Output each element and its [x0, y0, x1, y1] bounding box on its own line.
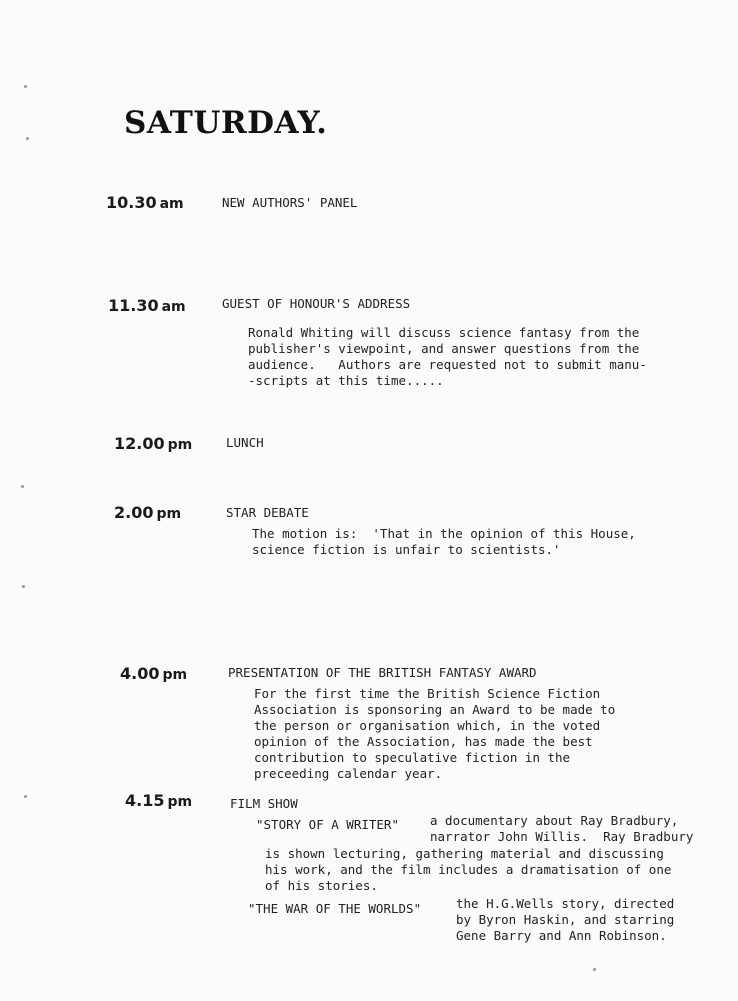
time-value: 4.00: [120, 664, 160, 683]
time-value: 2.00: [114, 503, 154, 522]
session-heading: LUNCH: [226, 435, 264, 450]
schedule-time: [106, 193, 184, 212]
scan-speck: [24, 85, 27, 88]
time-suffix: pm: [162, 667, 188, 683]
scan-speck: [21, 485, 24, 488]
session-heading: PRESENTATION OF THE BRITISH FANTASY AWARD: [228, 665, 537, 680]
session-heading: FILM SHOW: [230, 796, 298, 811]
film-description: a documentary about Ray Bradbury, narrator John Willis. Ray Bradbury: [430, 813, 694, 844]
scan-speck: [26, 137, 29, 140]
film-description: the H.G.Wells story, directed by Byron Haskin, and starring Gene Barry and Ann Robinson.: [456, 896, 675, 943]
time-suffix: pm: [167, 437, 193, 453]
schedule-time: [114, 434, 192, 453]
time-suffix: pm: [156, 506, 182, 522]
time-value: 10.30: [106, 193, 157, 212]
session-heading: NEW AUTHORS' PANEL: [222, 195, 358, 210]
schedule-time: [108, 296, 186, 315]
session-heading: GUEST OF HONOUR'S ADDRESS: [222, 296, 411, 311]
time-suffix: am: [159, 196, 184, 212]
session-description: For the first time the British Science Fiction Association is sponsoring an Award to be made to the person or organisation which, in the voted opinion of the Association, has made the best contribution to speculative fiction in the preceeding calendar year.: [254, 686, 616, 781]
session-description: The motion is: 'That in the opinion of this House, science fiction is unfair to scientists.': [252, 526, 636, 557]
film-title: "STORY OF A WRITER": [256, 817, 399, 832]
session-description: Ronald Whiting will discuss science fantasy from the publisher's viewpoint, and answer questions from the audience. Authors are requested not to submit manu- -scripts at this time.....: [248, 325, 647, 388]
schedule-time: [114, 503, 181, 522]
scan-speck: [593, 968, 596, 971]
time-value: 12.00: [114, 434, 165, 453]
film-title: "THE WAR OF THE WORLDS": [248, 901, 422, 916]
film-description-continued: is shown lecturing, gathering material and discussing his work, and the film includes a dramatisation of one of his stories.: [265, 846, 672, 893]
time-value: 11.30: [108, 296, 159, 315]
scan-speck: [24, 795, 27, 798]
time-value: 4.15: [125, 791, 165, 810]
session-heading: STAR DEBATE: [226, 505, 309, 520]
scan-speck: [22, 585, 25, 588]
time-suffix: am: [161, 299, 186, 315]
schedule-time: [120, 664, 187, 683]
page-title: SATURDAY.: [124, 105, 328, 141]
schedule-time: [125, 791, 192, 810]
time-suffix: pm: [167, 794, 193, 810]
